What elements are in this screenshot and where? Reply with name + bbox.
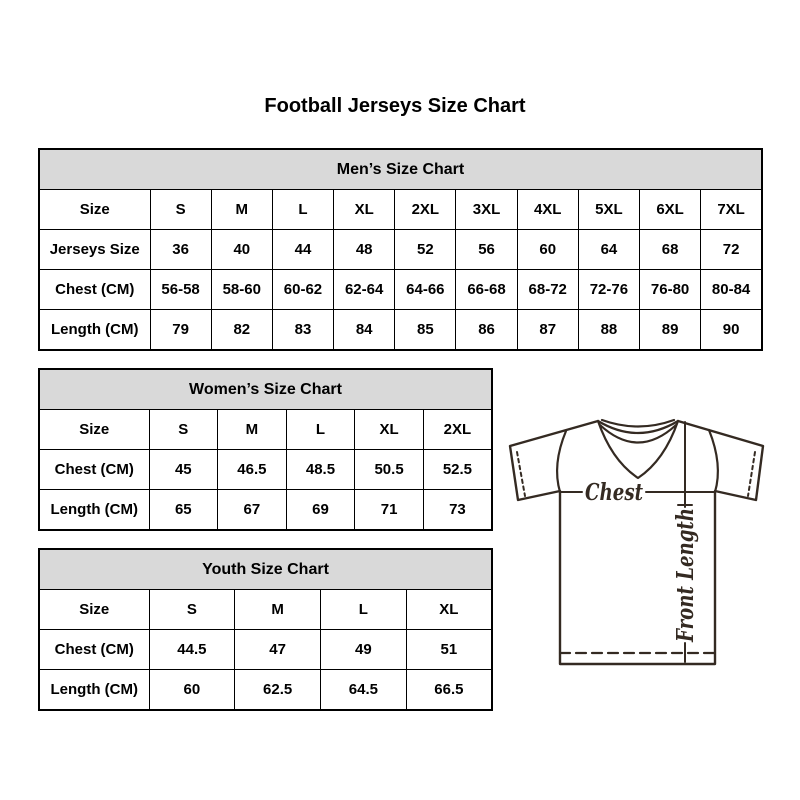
table-cell: 66-68 bbox=[456, 270, 517, 310]
table-cell: 58-60 bbox=[211, 270, 272, 310]
table-cell: L bbox=[272, 190, 333, 230]
table-cell: L bbox=[286, 410, 355, 450]
right-cuff-dashed-line bbox=[748, 452, 755, 496]
table-cell: 86 bbox=[456, 310, 517, 351]
table-cell: 62.5 bbox=[235, 670, 321, 711]
mens-table-title: Men’s Size Chart bbox=[39, 149, 762, 190]
table-row bbox=[39, 490, 492, 531]
table-cell: 72-76 bbox=[578, 270, 639, 310]
table-cell: 4XL bbox=[517, 190, 578, 230]
table-cell: 68 bbox=[640, 230, 701, 270]
table-cell: 49 bbox=[321, 630, 407, 670]
row-label: Jerseys Size bbox=[39, 230, 150, 270]
table-cell: 83 bbox=[272, 310, 333, 351]
table-cell: S bbox=[150, 190, 211, 230]
table-cell: 64-66 bbox=[395, 270, 456, 310]
table-cell: 48 bbox=[334, 230, 395, 270]
table-cell: 3XL bbox=[456, 190, 517, 230]
table-cell: 62-64 bbox=[334, 270, 395, 310]
table-cell: 52 bbox=[395, 230, 456, 270]
table-cell: XL bbox=[406, 590, 492, 630]
table-cell: 84 bbox=[334, 310, 395, 351]
table-cell: 36 bbox=[150, 230, 211, 270]
jersey-right-sleeve-seam bbox=[709, 430, 718, 492]
table-cell: 2XL bbox=[423, 410, 492, 450]
table-cell: 60-62 bbox=[272, 270, 333, 310]
table-cell: 64 bbox=[578, 230, 639, 270]
youth-size-table bbox=[38, 548, 493, 711]
table-cell: 72 bbox=[701, 230, 762, 270]
womens-table-title: Women’s Size Chart bbox=[39, 369, 492, 410]
youth-table-title: Youth Size Chart bbox=[39, 549, 492, 590]
table-cell: 56 bbox=[456, 230, 517, 270]
table-cell: S bbox=[149, 590, 235, 630]
row-label: Length (CM) bbox=[39, 310, 150, 351]
table-cell: 44.5 bbox=[149, 630, 235, 670]
table-cell: 46.5 bbox=[218, 450, 287, 490]
front-length-label: Front Length bbox=[672, 472, 699, 642]
table-cell: XL bbox=[334, 190, 395, 230]
table-cell: M bbox=[218, 410, 287, 450]
table-cell: 2XL bbox=[395, 190, 456, 230]
table-row bbox=[39, 230, 762, 270]
table-cell: 71 bbox=[355, 490, 424, 531]
table-cell: 68-72 bbox=[517, 270, 578, 310]
table-row bbox=[39, 670, 492, 711]
table-cell: 45 bbox=[149, 450, 218, 490]
row-label: Length (CM) bbox=[39, 490, 149, 531]
table-cell: 76-80 bbox=[640, 270, 701, 310]
row-label: Chest (CM) bbox=[39, 450, 149, 490]
table-cell: 60 bbox=[517, 230, 578, 270]
table-cell: 82 bbox=[211, 310, 272, 351]
jersey-outline bbox=[510, 421, 763, 664]
table-row bbox=[39, 450, 492, 490]
table-cell: 51 bbox=[406, 630, 492, 670]
table-cell: 65 bbox=[149, 490, 218, 531]
table-cell: S bbox=[149, 410, 218, 450]
table-cell: 90 bbox=[701, 310, 762, 351]
table-cell: L bbox=[321, 590, 407, 630]
table-cell: 89 bbox=[640, 310, 701, 351]
table-cell: M bbox=[235, 590, 321, 630]
table-cell: 5XL bbox=[578, 190, 639, 230]
table-row bbox=[39, 270, 762, 310]
row-label: Length (CM) bbox=[39, 670, 149, 711]
table-cell: 47 bbox=[235, 630, 321, 670]
table-cell: 79 bbox=[150, 310, 211, 351]
table-cell: 44 bbox=[272, 230, 333, 270]
table-cell: 52.5 bbox=[423, 450, 492, 490]
chest-label: Chest bbox=[585, 479, 644, 506]
table-row bbox=[39, 190, 762, 230]
table-cell: 6XL bbox=[640, 190, 701, 230]
table-cell: 7XL bbox=[701, 190, 762, 230]
table-cell: 80-84 bbox=[701, 270, 762, 310]
table-cell: 66.5 bbox=[406, 670, 492, 711]
jersey-left-sleeve-seam bbox=[557, 431, 566, 492]
table-row bbox=[39, 410, 492, 450]
table-cell: 50.5 bbox=[355, 450, 424, 490]
row-label: Chest (CM) bbox=[39, 630, 149, 670]
jersey-vneck-collar bbox=[598, 420, 678, 478]
table-cell: M bbox=[211, 190, 272, 230]
table-row bbox=[39, 590, 492, 630]
row-label: Size bbox=[39, 190, 150, 230]
table-cell: 69 bbox=[286, 490, 355, 531]
table-cell: 48.5 bbox=[286, 450, 355, 490]
table-cell: 64.5 bbox=[321, 670, 407, 711]
table-cell: 56-58 bbox=[150, 270, 211, 310]
table-cell: 60 bbox=[149, 670, 235, 711]
table-cell: 85 bbox=[395, 310, 456, 351]
table-cell: 88 bbox=[578, 310, 639, 351]
table-cell: XL bbox=[355, 410, 424, 450]
left-cuff-dashed-line bbox=[517, 452, 525, 496]
table-cell: 40 bbox=[211, 230, 272, 270]
table-row bbox=[39, 630, 492, 670]
jersey-measurement-diagram bbox=[498, 403, 773, 678]
mens-size-table bbox=[38, 148, 763, 351]
table-cell: 73 bbox=[423, 490, 492, 531]
table-cell: 67 bbox=[218, 490, 287, 531]
page-title: Football Jerseys Size Chart bbox=[264, 95, 526, 117]
womens-size-table bbox=[38, 368, 493, 531]
table-cell: 87 bbox=[517, 310, 578, 351]
table-row bbox=[39, 310, 762, 351]
row-label: Size bbox=[39, 590, 149, 630]
row-label: Size bbox=[39, 410, 149, 450]
row-label: Chest (CM) bbox=[39, 270, 150, 310]
